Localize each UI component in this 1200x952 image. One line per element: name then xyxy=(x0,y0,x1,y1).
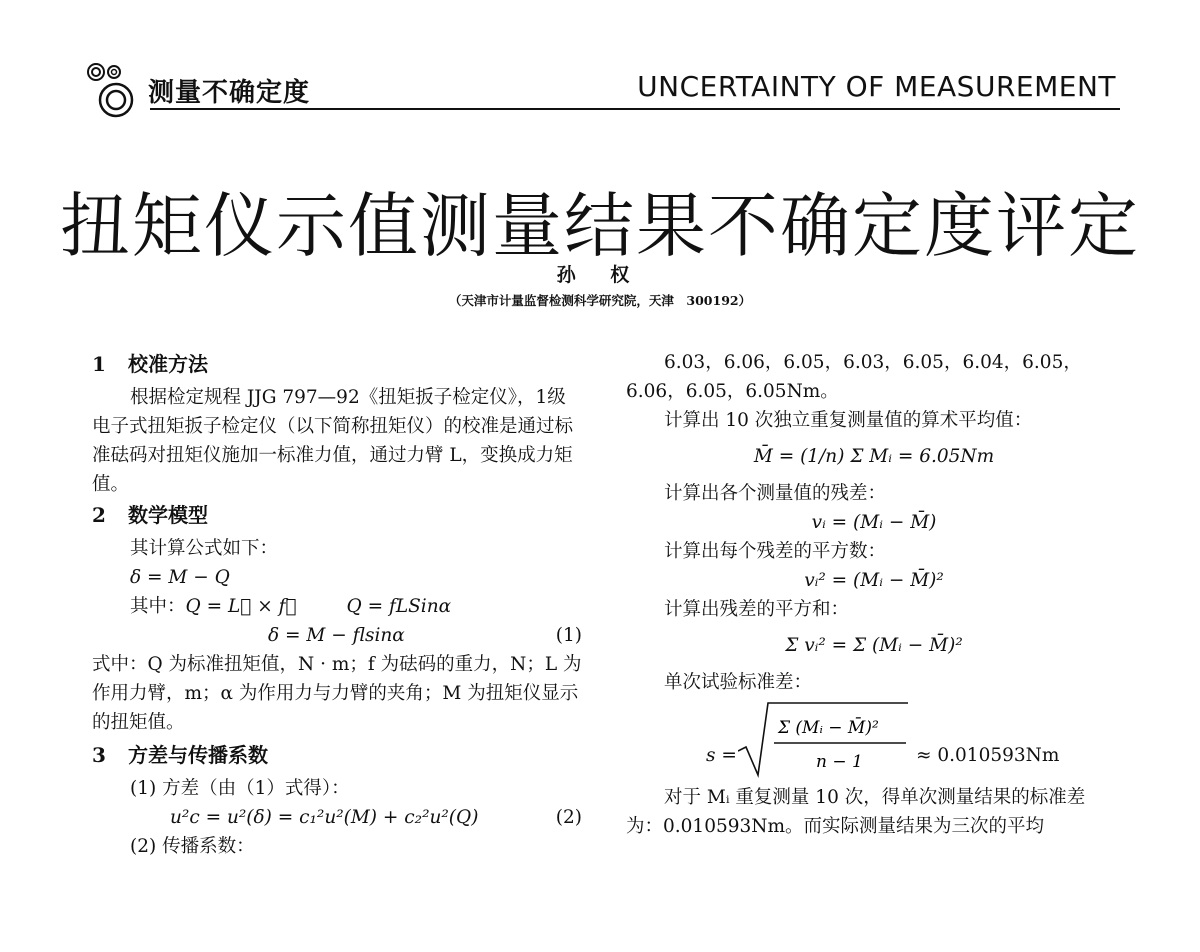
formula-intro: 其计算公式如下： xyxy=(130,538,279,559)
equation-2: u²c = u²(δ) = c₁²u²(M) + c₂²u²(Q) xyxy=(170,807,479,828)
right-column xyxy=(626,348,1122,841)
equation-1-number: (1) xyxy=(555,625,582,646)
left-column xyxy=(92,348,582,861)
author-name: 孙 权 xyxy=(556,264,644,286)
sensitivity-item: (2) 传播系数： xyxy=(130,836,255,857)
data-values-line-1: 6.03，6.06，6.05，6.03，6.05，6.04，6.05， xyxy=(664,352,1082,373)
equation-2-line xyxy=(92,803,582,832)
single-test-description: 单次试验标准差： xyxy=(664,672,813,693)
equation-2-number: (2) xyxy=(555,807,582,828)
sum-equation: Σ vᵢ² = Σ (Mᵢ − M̄)² xyxy=(785,635,963,656)
s-symbol: s = xyxy=(706,745,737,766)
section-title: 数学模型 xyxy=(128,503,208,527)
variance-item: (1) 方差（由（1）式得）： xyxy=(130,778,350,799)
svg-text:Σ (Mᵢ − M̄)²: Σ (Mᵢ − M̄)² xyxy=(778,718,879,738)
section-number: 1 xyxy=(92,352,106,376)
section-title: 方差与传播系数 xyxy=(128,743,268,767)
data-values-line-2: 6.06，6.05，6.05Nm。 xyxy=(626,381,839,402)
square-equation: vᵢ² = (Mᵢ − M̄)² xyxy=(804,570,944,591)
article-title: 扭矩仪示值测量结果不确定度评定 xyxy=(60,185,1140,267)
header-divider xyxy=(150,108,1120,110)
svg-text:n − 1: n − 1 xyxy=(816,752,863,772)
section-1-heading xyxy=(92,350,582,379)
section-number: 2 xyxy=(92,503,106,527)
equation-delta: δ = M − Q xyxy=(130,567,230,588)
mean-equation: M̄ = (1/n) Σ Mᵢ = 6.05Nm xyxy=(753,446,995,467)
header-section-title: 测量不确定度 xyxy=(148,78,311,108)
residual-description: 计算出各个测量值的残差： xyxy=(664,483,887,504)
std-dev-equation xyxy=(626,697,1122,783)
double-circle-logo-icon xyxy=(86,60,156,122)
mean-description: 计算出 10 次独立重复测量值的算术平均值： xyxy=(664,410,1033,431)
equation-q-scalar: Q = fLSinα xyxy=(346,596,452,617)
section-2-heading xyxy=(92,501,582,530)
equation-1-line xyxy=(92,621,582,650)
square-description: 计算出每个残差的平方数： xyxy=(664,541,887,562)
header-english-title: UNCERTAINTY OF MEASUREMENT xyxy=(637,70,1116,103)
conclusion-paragraph: 对于 Mᵢ 重复测量 10 次，得单次测量结果的标准差为：0.010593Nm。而实际测量结果为三次的平均 xyxy=(626,787,1086,837)
affiliation: （天津市计量监督检测科学研究院，天津 300192） xyxy=(448,293,752,308)
section-title: 校准方法 xyxy=(128,352,208,376)
section-number: 3 xyxy=(92,743,106,767)
equation-where-line xyxy=(92,592,582,621)
equation-1: δ = M − flsinα xyxy=(268,625,405,646)
where-label: 其中： xyxy=(130,596,186,617)
std-dev-value: ≈ 0.010593Nm xyxy=(916,745,1060,766)
section-2-description: 式中：Q 为标准扭矩值，N · m；f 为砝码的重力，N；L 为作用力臂，m；α 为作用力与力臂的夹角；M 为扭矩仪显示的扭矩值。 xyxy=(92,654,582,733)
sum-description: 计算出残差的平方和： xyxy=(664,599,850,620)
sqrt-radical-icon xyxy=(738,699,908,779)
equation-q-vector: Q = L⃗ × f⃗ xyxy=(185,596,297,617)
residual-equation: vᵢ = (Mᵢ − M̄) xyxy=(811,512,937,533)
section-3-heading xyxy=(92,741,582,770)
section-1-paragraph: 根据检定规程 JJG 797—92《扭矩扳子检定仪》，1级电子式扭矩扳子检定仪（以下简称扭矩仪）的校准是通过标准砝码对扭矩仪施加一标准力值，通过力臂 L，变换成力矩值。 xyxy=(92,387,574,495)
